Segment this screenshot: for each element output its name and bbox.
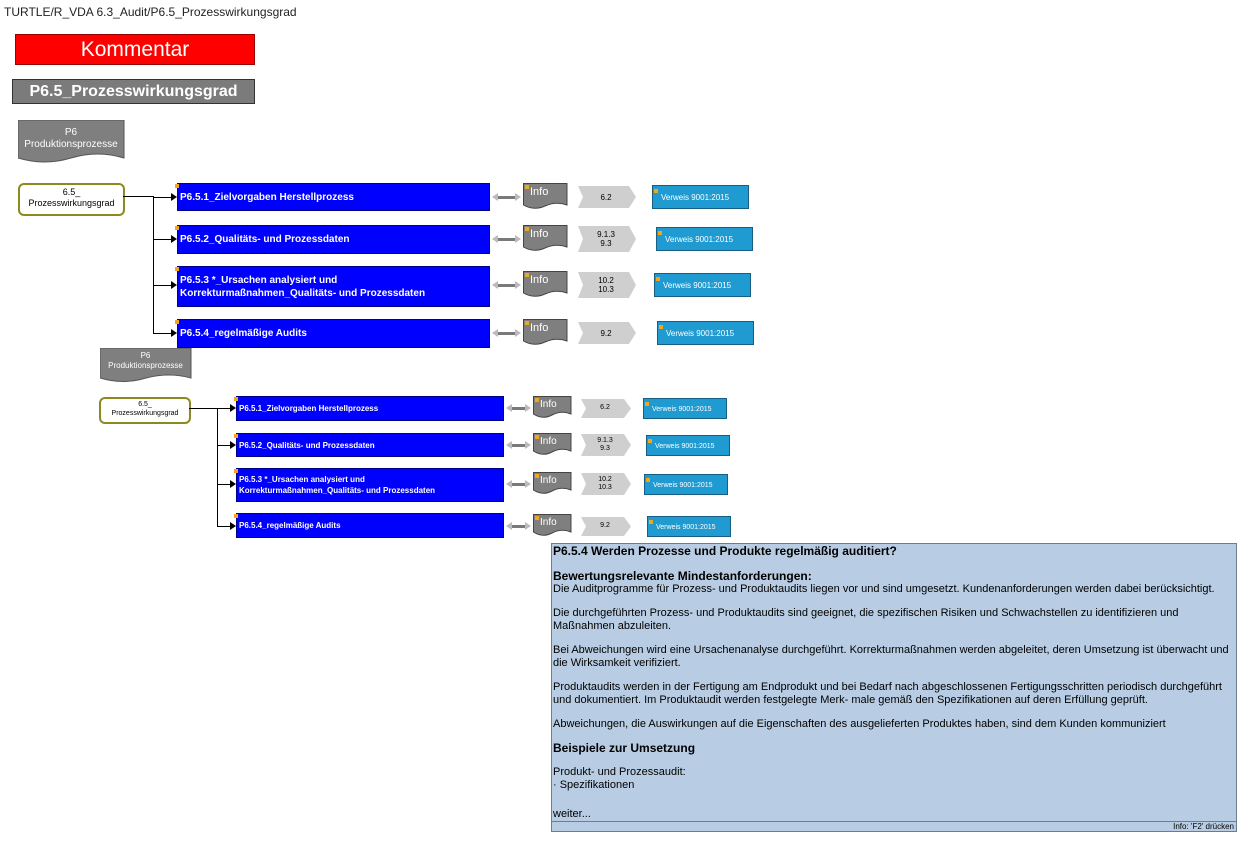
link-line	[497, 284, 516, 287]
marker-icon	[234, 397, 238, 401]
link-line	[511, 444, 526, 447]
marker-icon	[646, 478, 650, 482]
category-label	[100, 351, 191, 371]
connector-line	[153, 239, 172, 240]
info-label[interactable]: Info	[530, 186, 549, 198]
reference-link[interactable]: Verweis 9001:2015	[644, 474, 728, 495]
sub-process-box[interactable]: P6.5.4_regelmäßige Audits	[177, 319, 490, 348]
category-label	[18, 127, 124, 151]
arrowhead	[506, 480, 512, 488]
link-line	[511, 525, 526, 528]
connector-line	[153, 197, 172, 198]
tooltip-panel	[551, 543, 1237, 832]
marker-icon	[175, 267, 179, 271]
marker-icon	[535, 435, 539, 439]
sub-process-box[interactable]: P6.5.1_Zielvorgaben Herstellprozess	[177, 183, 490, 211]
link-line	[497, 196, 516, 199]
marker-icon	[659, 325, 663, 329]
reference-link[interactable]: Verweis 9001:2015	[657, 321, 754, 345]
arrowhead	[506, 522, 512, 530]
marker-icon	[535, 474, 539, 478]
arrowhead	[525, 441, 531, 449]
marker-icon	[525, 227, 529, 231]
arrowhead	[506, 404, 512, 412]
marker-icon	[645, 402, 649, 406]
arrowhead	[525, 522, 531, 530]
info-label[interactable]: Info	[540, 475, 557, 486]
marker-icon	[525, 273, 529, 277]
connector-line	[217, 445, 231, 446]
arrowhead	[515, 235, 521, 243]
marker-icon	[175, 184, 179, 188]
process-node[interactable]	[99, 397, 191, 424]
marker-icon	[649, 520, 653, 524]
sub-process-box[interactable]: P6.5.3 *_Ursachen analysiert und Korrekturmaßnahmen_Qualitäts- und Prozessdaten	[236, 468, 504, 502]
connector-line	[153, 333, 172, 334]
reference-link[interactable]: Verweis 9001:2015	[643, 398, 727, 419]
tooltip-paragraph: Abweichungen, die Auswirkungen auf die Eigenschaften des ausgelieferten Produktes haben, sind dem Kunden kommuniziert	[553, 718, 1166, 730]
marker-icon	[525, 185, 529, 189]
clause-number: 9.1.3 9.3	[597, 437, 613, 452]
connector-line	[217, 526, 231, 527]
info-label[interactable]: Info	[540, 436, 557, 447]
connector-line	[217, 408, 231, 409]
marker-icon	[234, 514, 238, 518]
arrowhead	[492, 329, 498, 337]
arrowhead	[515, 329, 521, 337]
process-name: Prozesswirkungsgrad	[111, 410, 179, 417]
reference-link[interactable]: Verweis 9001:2015	[654, 273, 751, 297]
info-label[interactable]: Info	[540, 399, 557, 410]
marker-icon	[658, 231, 662, 235]
marker-icon	[648, 439, 652, 443]
process-name: Prozesswirkungsgrad	[28, 198, 115, 208]
arrowhead	[525, 404, 531, 412]
marker-icon	[656, 277, 660, 281]
tooltip-paragraph: Die durchgeführten Prozess- und Produktaudits sind geeignet, die spezifischen Risiken und Schwachstellen zu identifizieren und Maßnahmen abzuleiten.	[553, 607, 1179, 632]
connector-line	[217, 484, 231, 485]
reference-link[interactable]: Verweis 9001:2015	[647, 516, 731, 537]
arrowhead	[492, 235, 498, 243]
sub-process-box[interactable]: P6.5.1_Zielvorgaben Herstellprozess	[236, 396, 504, 421]
category-code: P6	[64, 127, 78, 138]
sub-process-box[interactable]: P6.5.2_Qualitäts- und Prozessdaten	[177, 225, 490, 254]
marker-icon	[175, 320, 179, 324]
process-code: 6.5_	[138, 401, 152, 408]
marker-icon	[654, 189, 658, 193]
clause-number: 6.2	[600, 404, 610, 411]
info-label[interactable]: Info	[530, 322, 549, 334]
arrowhead	[515, 281, 521, 289]
arrowhead	[492, 281, 498, 289]
tooltip-paragraph: Produkt- und Prozessaudit:	[553, 766, 686, 778]
clause-number: 10.2 10.3	[598, 476, 612, 491]
tooltip-paragraph: Bei Abweichungen wird eine Ursachenanalyse durchgeführt. Korrekturmaßnahmen werden abgeleitet, deren Umsetzung ist überwacht und die Wirksamkeit verifiziert.	[553, 644, 1229, 669]
tooltip-paragraph: Die Auditprogramme für Prozess- und Produktaudits liegen vor und sind umgesetzt. Kundenanforderungen werden dabei berücksichtigt.	[553, 583, 1215, 595]
connector-line	[153, 196, 154, 333]
process-node[interactable]	[18, 183, 125, 216]
clause-number: 9.2	[600, 328, 612, 338]
arrowhead	[515, 193, 521, 201]
marker-icon	[234, 434, 238, 438]
tooltip-more-link[interactable]: weiter...	[553, 808, 591, 820]
comment-button[interactable]: Kommentar	[15, 34, 255, 65]
marker-icon	[234, 469, 238, 473]
reference-link[interactable]: Verweis 9001:2015	[656, 227, 753, 251]
clause-number: 9.2	[600, 522, 610, 529]
arrowhead	[506, 441, 512, 449]
category-name: Produktionsprozesse	[108, 361, 183, 370]
tooltip-paragraph: Produktaudits werden in der Fertigung am Endprodukt und bei Bedarf nach abgeschlossenen Fertigungsschritten periodisch durchgeführt und dokumentiert. Im Produktaudit werden festgelegte Merk- male gemäß den Spezifikationen auf deren Erfüllung geprüft.	[553, 681, 1222, 706]
sub-process-box[interactable]: P6.5.4_regelmäßige Audits	[236, 513, 504, 538]
tooltip-heading-examples: Beispiele zur Umsetzung	[553, 741, 696, 755]
tooltip-bullet: · Spezifikationen	[553, 779, 635, 791]
clause-number: 9.1.3 9.3	[597, 230, 615, 248]
link-line	[511, 407, 526, 410]
connector-line	[123, 196, 153, 197]
connector-line	[217, 408, 218, 526]
connector-line	[153, 285, 172, 286]
link-line	[511, 483, 526, 486]
category-code: P6	[140, 351, 151, 360]
marker-icon	[535, 516, 539, 520]
info-label[interactable]: Info	[540, 517, 557, 528]
marker-icon	[175, 226, 179, 230]
link-line	[497, 332, 516, 335]
clause-number: 10.2 10.3	[598, 276, 614, 294]
reference-link[interactable]: Verweis 9001:2015	[652, 185, 749, 209]
sub-process-box[interactable]: P6.5.3 *_Ursachen analysiert und Korrekturmaßnahmen_Qualitäts- und Prozessdaten	[177, 266, 490, 307]
process-code: 6.5_	[62, 187, 81, 197]
info-label[interactable]: Info	[530, 228, 549, 240]
link-line	[497, 238, 516, 241]
tooltip-footer: Info: 'F2' drücken	[552, 821, 1236, 831]
category-name: Produktionsprozesse	[24, 139, 118, 150]
marker-icon	[535, 398, 539, 402]
clause-number: 6.2	[600, 192, 612, 202]
breadcrumb: TURTLE/R_VDA 6.3_Audit/P6.5_Prozesswirkungsgrad	[4, 5, 297, 19]
reference-link[interactable]: Verweis 9001:2015	[646, 435, 730, 456]
tooltip-title: P6.5.4 Werden Prozesse und Produkte regelmäßig auditiert?	[553, 544, 897, 558]
arrowhead	[492, 193, 498, 201]
arrowhead	[525, 480, 531, 488]
marker-icon	[525, 321, 529, 325]
sub-process-box[interactable]: P6.5.2_Qualitäts- und Prozessdaten	[236, 433, 504, 457]
connector-line	[189, 408, 217, 409]
tooltip-heading-requirements: Bewertungsrelevante Mindestanforderungen:	[553, 569, 812, 583]
info-label[interactable]: Info	[530, 274, 549, 286]
page-title: P6.5_Prozesswirkungsgrad	[12, 79, 255, 104]
